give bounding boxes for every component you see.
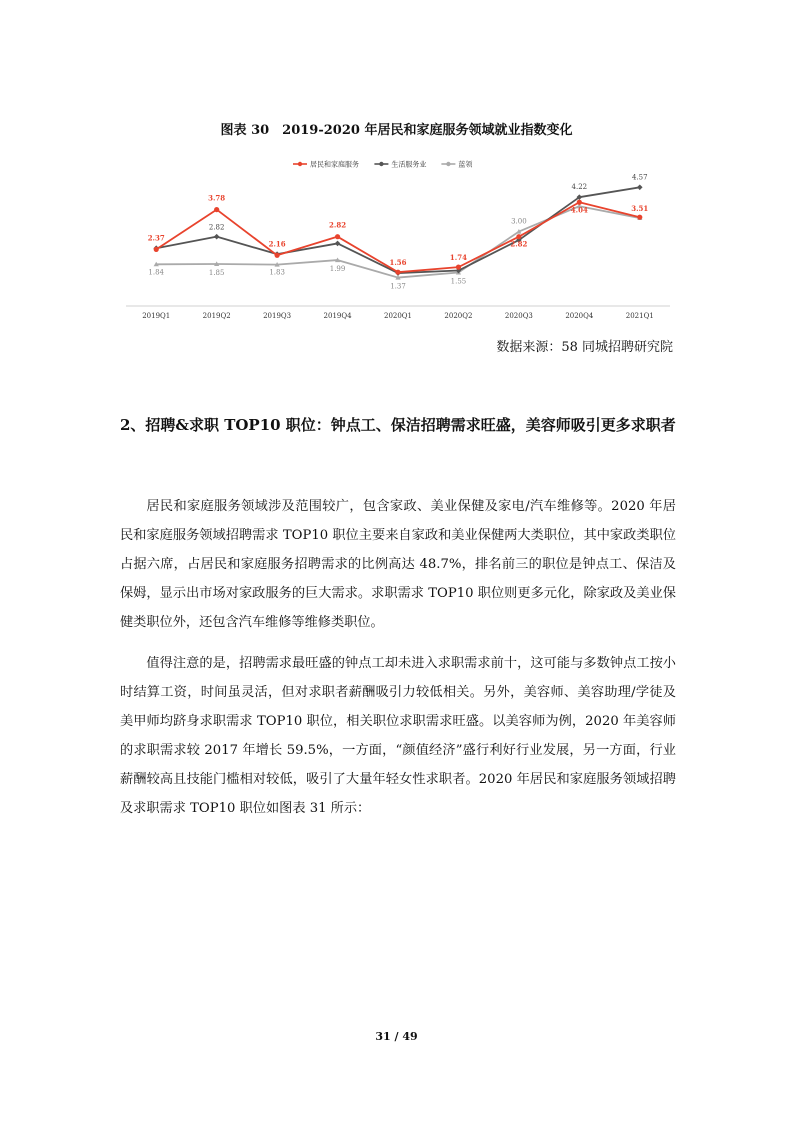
data-label: 2.16 (268, 239, 286, 249)
data-point (395, 270, 400, 275)
legend-marker (446, 162, 450, 166)
data-label: 1.56 (389, 258, 407, 268)
data-point (335, 234, 340, 239)
data-source: 数据来源：58 同城招聘研究院 (496, 340, 673, 355)
data-label: 2.82 (510, 239, 528, 249)
data-label: 1.99 (329, 265, 346, 274)
employment-index-line-chart (118, 148, 678, 323)
data-label: 2.82 (329, 220, 347, 230)
legend-entry: 居民和家庭服务 (310, 160, 359, 169)
data-point (214, 234, 220, 240)
data-label: 1.83 (269, 268, 285, 277)
x-tick-label: 2019Q3 (263, 312, 292, 320)
data-label: 3.51 (631, 204, 649, 214)
data-point (577, 200, 582, 205)
data-label: 4.57 (631, 173, 648, 182)
data-label: 4.04 (570, 205, 588, 215)
x-tick-label: 2020Q4 (565, 312, 594, 320)
data-point (214, 207, 219, 212)
chart-title: 图表 30 2019-2020 年居民和家庭服务领域就业指数变化 (220, 123, 573, 138)
paragraph-2: 值得注意的是，招聘需求最旺盛的钟点工却未进入求职需求前十，这可能与多数钟点工按小时结算工资，时间虽灵活，但对求职者薪酬吸引力较低相关。另外，美容师、美容助理/学徒及美甲师均跻身求职需求 TOP10 职位，相关职位求职需求旺盛。以美容师为例，2020 年美容师的求职需求较 2017 年增长 59.5%，一方面，“颜值经济”盛行利好行业发展，另一方面，行业薪酬较高且技能门槛相对较低，吸引了大量年轻女性求职者。2020 年居民和家庭服务领域招聘及求职需求 TOP10 职位如图表 31 所示： (120, 656, 676, 816)
data-label: 1.37 (390, 282, 406, 291)
legend-marker (379, 162, 383, 166)
x-tick-label: 2020Q3 (504, 312, 533, 320)
data-label: 2.37 (147, 233, 165, 243)
data-label: 1.55 (450, 277, 467, 286)
data-label: 1.74 (449, 253, 467, 263)
data-label: 2.82 (208, 223, 225, 232)
legend-marker (298, 162, 302, 166)
x-tick-label: 2020Q2 (444, 312, 473, 320)
legend-entry: 蓝领 (458, 160, 473, 169)
legend-entry: 生活服务业 (391, 160, 427, 169)
data-point (456, 265, 461, 270)
data-label: 4.22 (571, 183, 588, 192)
x-tick-label: 2020Q1 (383, 312, 413, 320)
x-tick-label: 2021Q1 (625, 312, 654, 320)
x-tick-label: 2019Q4 (323, 312, 352, 320)
data-point (516, 234, 521, 239)
data-label: 3.78 (208, 193, 226, 203)
x-tick-label: 2019Q1 (142, 312, 171, 320)
data-label: 3.00 (511, 217, 527, 226)
data-label: 1.84 (148, 268, 165, 277)
data-point (637, 215, 642, 220)
page-number: 31 / 49 (375, 1030, 418, 1043)
x-tick-label: 2019Q2 (202, 312, 231, 320)
data-label: 1.85 (208, 269, 225, 278)
paragraph-1: 居民和家庭服务领域涉及范围较广，包含家政、美业保健及家电/汽车维修等。2020 年居民和家庭服务领域招聘需求 TOP10 职位主要来自家政和美业保健两大类职位，其中家政类职位占据六席，占居民和家庭服务招聘需求的比例高达 48.7%，排名前三的职位是钟点工、保洁及保姆，显示出市场对家政服务的巨大需求。求职需求 TOP10 职位则更多元化，除家政及美业保健类职位外，还包含汽车维修等维修类职位。 (120, 499, 676, 630)
section-heading: 2、招聘&求职 TOP10 职位：钟点工、保洁招聘需求旺盛，美容师吸引更多求职者 (120, 416, 676, 434)
data-point (154, 247, 159, 252)
data-point (275, 253, 280, 258)
data-point (637, 185, 643, 191)
